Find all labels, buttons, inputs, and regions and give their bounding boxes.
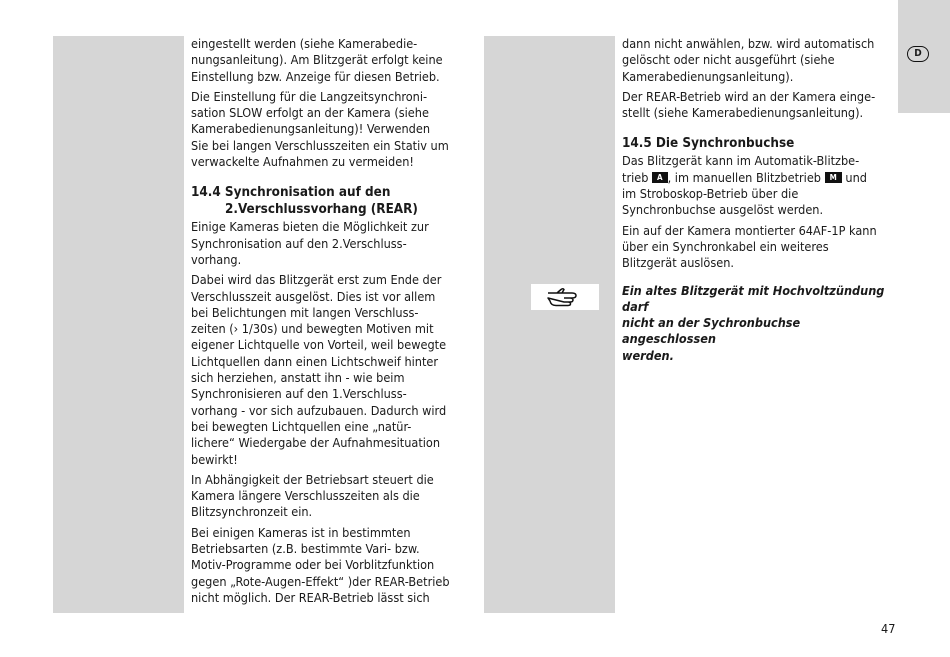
text-line: und — [845, 169, 867, 185]
paragraph — [622, 153, 897, 218]
text-line: nungsanleitung). Am Blitzgerät erfolgt keine — [191, 52, 443, 68]
heading-line: 2.Verschlussvorhang (REAR) — [225, 202, 418, 218]
text-line: Kamerabedienungsanleitung)! Verwenden — [191, 121, 431, 137]
mode-m-badge: M — [825, 172, 842, 183]
text-line: nicht an der Sychronbuchse angeschlossen — [622, 315, 801, 347]
text-line: bei Belichtungen mit langen Verschluss- — [191, 304, 419, 320]
text-line: bei bewegten Lichtquellen eine „natür- — [191, 418, 412, 434]
text-line: vorhang - vor sich aufzubauen. Dadurch wird — [191, 402, 447, 418]
language-tab — [898, 0, 950, 113]
section-heading-14-5: 14.5 Die Synchronbuchse — [622, 136, 795, 152]
page-number: 47 — [881, 621, 896, 636]
text-line: Sie bei langen Verschlusszeiten ein Stativ um — [191, 137, 449, 153]
text-line: verwackelte Aufnahmen zu vermeiden! — [191, 154, 414, 170]
text-line: Bei einigen Kameras ist in bestimmten — [191, 524, 411, 540]
section-heading-14-4 — [191, 184, 466, 218]
text-line: Dabei wird das Blitzgerät erst zum Ende der — [191, 272, 442, 288]
text-line: Einige Kameras bieten die Möglichkeit zur — [191, 219, 429, 235]
paragraph — [191, 525, 466, 606]
paragraph — [622, 89, 897, 122]
paragraph — [191, 36, 466, 85]
text-line: über ein Synchronkabel ein weiteres — [622, 238, 829, 254]
right-text-column — [622, 36, 897, 368]
text-line: Synchronbuchse ausgelöst werden. — [622, 202, 824, 218]
left-margin-column — [53, 36, 184, 613]
text-line: zeiten (› 1/30s) und bewegten Motiven mit — [191, 321, 434, 337]
text-line: Synchronisation auf den 2.Verschluss- — [191, 235, 407, 251]
text-line: werden. — [622, 347, 674, 363]
paragraph — [191, 219, 466, 268]
paragraph — [622, 223, 897, 272]
text-line: Lichtquellen dann einen Lichtschweif hinter — [191, 353, 439, 369]
left-text-column — [191, 36, 466, 610]
text-line: trieb — [622, 169, 649, 185]
text-line: Kamerabedienungsanleitung). — [622, 68, 794, 84]
text-line: Blitzsynchronzeit ein. — [191, 504, 313, 520]
text-line: Einstellung bzw. Anzeige für diesen Betrieb. — [191, 68, 440, 84]
text-line: eigener Lichtquelle von Vorteil, weil bewegte — [191, 337, 447, 353]
text-line: Kamera längere Verschlusszeiten als die — [191, 488, 420, 504]
paragraph — [622, 36, 897, 85]
text-line: nicht möglich. Der REAR-Betrieb lässt sich — [191, 589, 430, 605]
text-line: Ein auf der Kamera montierter 64AF-1P kann — [622, 222, 877, 238]
text-line: Betriebsarten (z.B. bestimmte Vari- bzw. — [191, 541, 420, 557]
text-line: sich herziehen, anstatt ihn - wie beim — [191, 370, 405, 386]
text-line: stellt (siehe Kamerabedienungsanleitung). — [622, 105, 864, 121]
text-line: Ein altes Blitzgerät mit Hochvoltzündung darf — [622, 282, 885, 314]
paragraph — [191, 472, 466, 521]
paragraph — [191, 89, 466, 170]
text-line: , im manuellen Blitzbetrieb — [667, 169, 821, 185]
text-line: In Abhängigkeit der Betriebsart steuert die — [191, 471, 434, 487]
text-line: Synchronisieren auf den 1.Verschluss- — [191, 386, 407, 402]
text-line: sation SLOW erfolgt an der Kamera (siehe — [191, 105, 429, 121]
text-line: im Stroboskop-Betrieb über die — [622, 186, 799, 202]
pointing-hand-icon — [545, 287, 585, 307]
text-line: eingestellt werden (siehe Kamerabedie- — [191, 36, 418, 51]
text-line: lichere“ Wiedergabe der Aufnahmesituation — [191, 435, 441, 451]
mode-a-badge: A — [652, 172, 668, 183]
text-line: dann nicht anwählen, bzw. wird automatisch — [622, 36, 875, 51]
text-line: Der REAR-Betrieb wird an der Kamera einge- — [622, 88, 876, 104]
right-margin-column — [484, 36, 615, 613]
note-icon-box — [531, 284, 599, 310]
heading-line: 14.4 Synchronisation auf den — [191, 185, 391, 201]
text-line: gelöscht oder nicht ausgeführt (siehe — [622, 52, 835, 68]
language-badge: D — [907, 46, 929, 62]
text-line: gegen „Rote-Augen-Effekt“ )der REAR-Betrieb — [191, 573, 450, 589]
text-line: Motiv-Programme oder bei Vorblitzfunktion — [191, 557, 435, 573]
warning-note — [622, 283, 897, 364]
text-line: Verschlusszeit ausgelöst. Dies ist vor allem — [191, 288, 436, 304]
text-line: Die Einstellung für die Langzeitsynchroni- — [191, 88, 428, 104]
text-line: vorhang. — [191, 251, 242, 267]
text-line: bewirkt! — [191, 451, 238, 467]
text-line: Blitzgerät auslösen. — [622, 255, 735, 271]
paragraph — [191, 272, 466, 468]
text-line: Das Blitzgerät kann im Automatik-Blitzbe- — [622, 153, 860, 169]
